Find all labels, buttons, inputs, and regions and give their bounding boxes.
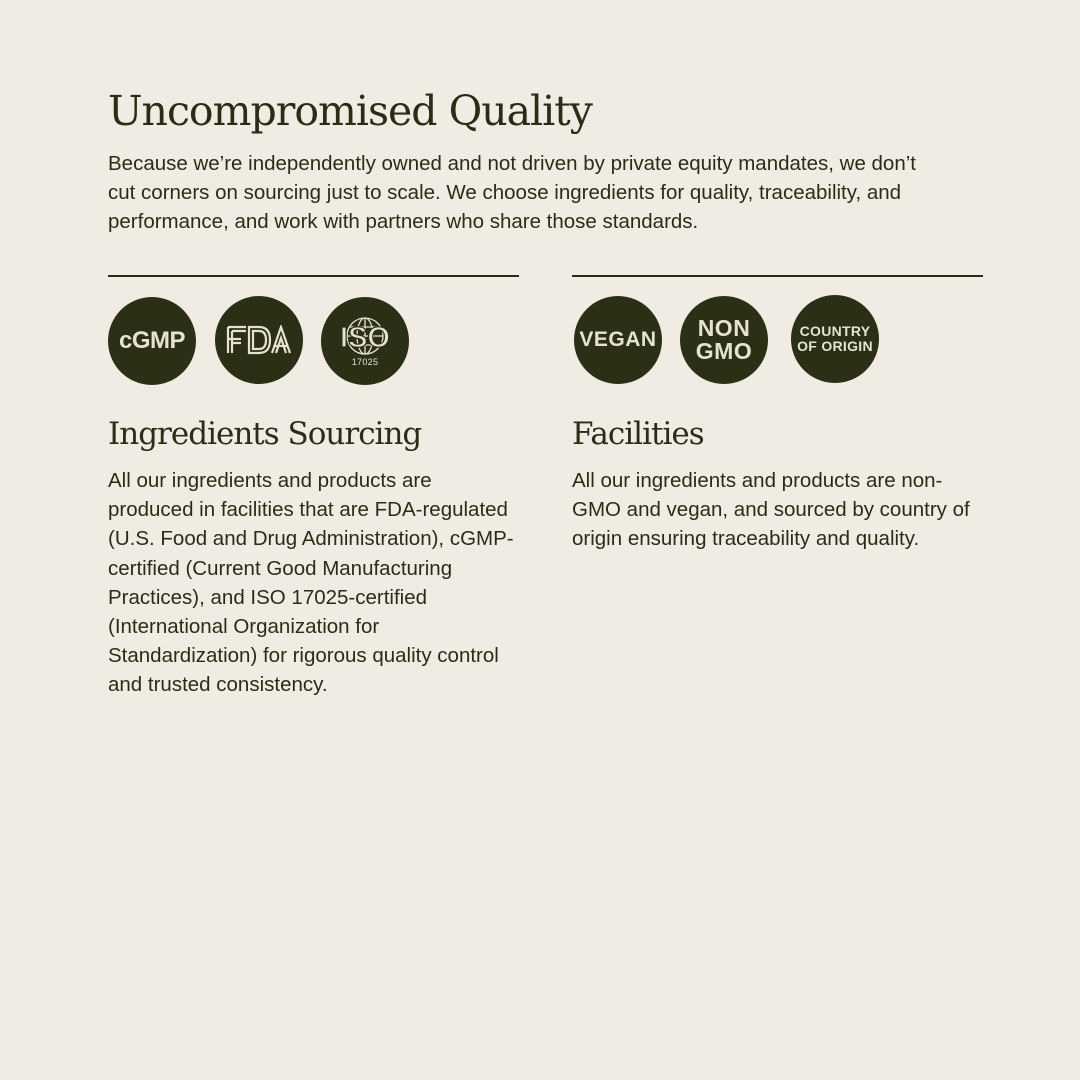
iso-badge-icon bbox=[321, 297, 409, 385]
certification-badges bbox=[108, 295, 519, 387]
badge-label: NON GMO bbox=[695, 315, 753, 364]
section-body: All our ingredients and products are non-GMO and vegan, and sourced by country of origin ensuring traceability and quality. bbox=[572, 469, 970, 551]
section-divider bbox=[572, 275, 983, 277]
ingredients-sourcing-section bbox=[108, 275, 519, 697]
badge-label: VEGAN bbox=[579, 328, 657, 351]
fda-badge-icon bbox=[215, 296, 303, 384]
badge-label: COUNTRY OF ORIGIN bbox=[797, 323, 873, 354]
facilities-section bbox=[572, 275, 983, 551]
fda-logo-icon bbox=[226, 325, 292, 355]
cgmp-badge-icon bbox=[108, 297, 196, 385]
certification-badges bbox=[572, 295, 983, 387]
badge-label: ISO bbox=[340, 321, 390, 354]
section-body: All our ingredients and products are produced in facilities that are FDA-regulated (U.S. Food and Drug Administration), cGMP-certified (Current Good Manufacturing Practices), and ISO 17025-certified (International Organization for Standardization) for rigorous quality control and trusted consistency. bbox=[108, 469, 514, 697]
page-title: Uncompromised Quality bbox=[108, 87, 592, 135]
intro-paragraph: Because we’re independently owned and not driven by private equity mandates, we don’t cut corners on sourcing just to scale. We choose ingredients for quality, traceability, and performance, and work with partners who share those standards. bbox=[108, 152, 916, 233]
section-title: Facilities bbox=[572, 416, 704, 452]
section-divider bbox=[108, 275, 519, 277]
vegan-badge-icon bbox=[574, 296, 662, 384]
badge-sublabel: 17025 bbox=[351, 356, 379, 367]
country-of-origin-badge-icon bbox=[791, 295, 879, 383]
section-title: Ingredients Sourcing bbox=[108, 416, 422, 452]
iso-globe-icon bbox=[332, 316, 398, 356]
non-gmo-badge-icon bbox=[680, 296, 768, 384]
badge-label: cGMP bbox=[118, 327, 185, 354]
